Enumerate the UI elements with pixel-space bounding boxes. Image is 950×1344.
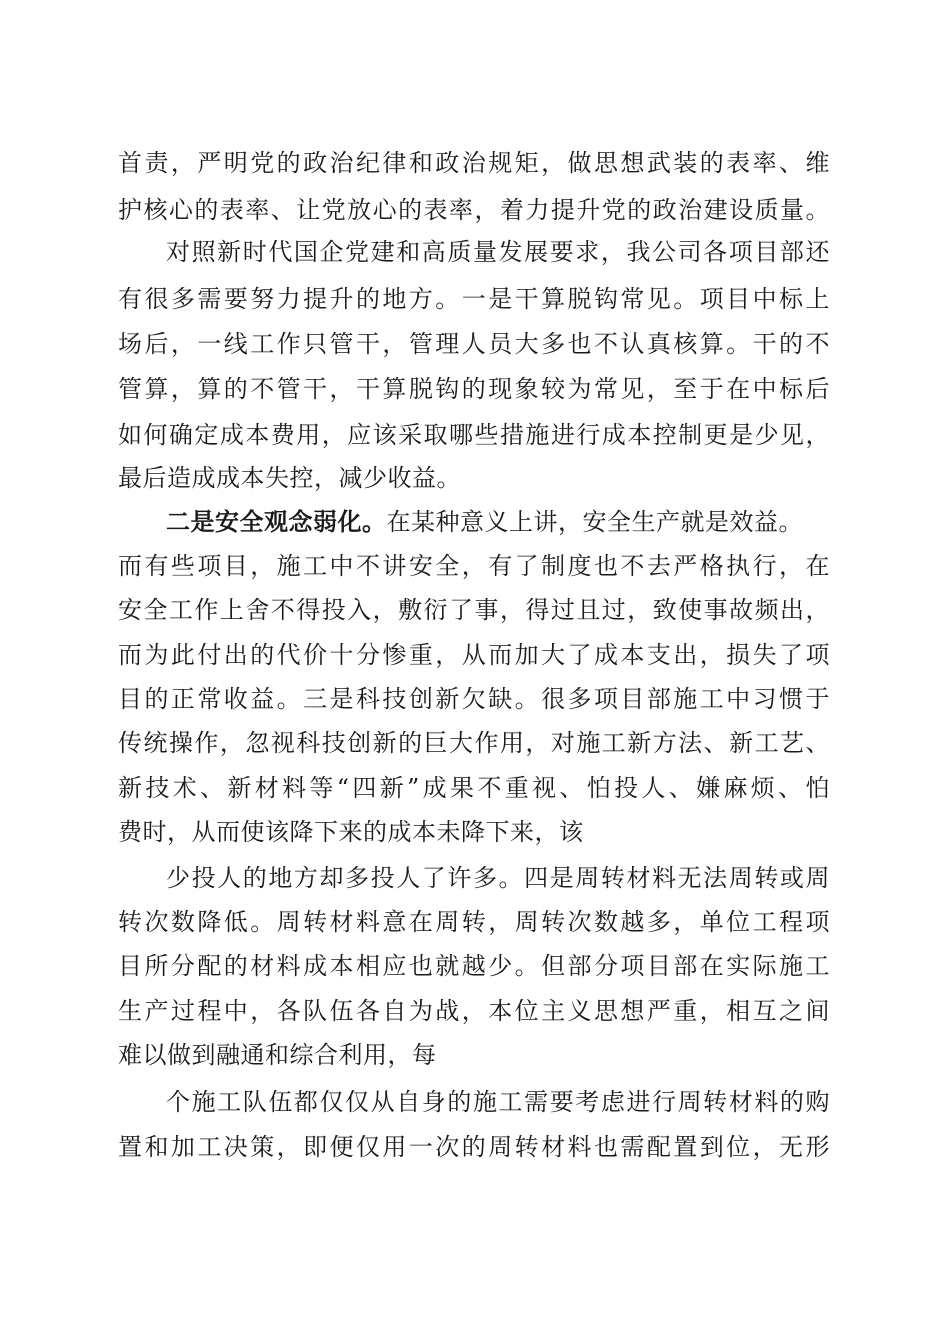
text-line: 难以做到融通和综合利用，每 — [118, 1041, 437, 1069]
text-line: 护核心的表率、让党放心的表率，着力提升党的政治建设质量。 — [118, 196, 830, 224]
text-line: 置和加工决策，即便仅用一次的周转材料也需配置到位，无形 — [118, 1133, 830, 1161]
text-line: 而有些项目，施工中不讲安全，有了制度也不去严格执行，在 — [118, 552, 830, 580]
bold-heading: 二是安全观念弱化。 — [166, 507, 387, 536]
text-line: 个施工队伍都仅仅从自身的施工需要考虑进行周转材料的购 — [166, 1088, 830, 1116]
text-line: 对照新时代国企党建和高质量发展要求，我公司各项目部还 — [166, 238, 830, 266]
text-line: 转次数降低。周转材料意在周转，周转次数越多，单位工程项 — [118, 908, 830, 936]
text-line: 目所分配的材料成本相应也就越少。但部分项目部在实际施工 — [118, 952, 830, 980]
text-line: 传统操作，忽视科技创新的巨大作用，对施工新方法、新工艺、 — [118, 729, 830, 757]
text-line: 生产过程中，各队伍各自为战，本位主义思想严重，相互之间 — [118, 997, 830, 1025]
text-line: 安全工作上舍不得投入，敷衍了事，得过且过，致使事故频出， — [118, 596, 830, 624]
text-line: 管算，算的不管干，干算脱钩的现象较为常见，至于在中标后 — [118, 375, 830, 403]
text-line: 如何确定成本费用，应该采取哪些措施进行成本控制更是少见， — [118, 421, 830, 449]
text-line: 目的正常收益。三是科技创新欠缺。很多项目部施工中习惯于 — [118, 685, 830, 713]
text-line: 有很多需要努力提升的地方。一是干算脱钩常见。项目中标上 — [118, 285, 830, 313]
text-line: 而为此付出的代价十分惨重，从而加大了成本支出，损失了项 — [118, 641, 830, 669]
text-line: 最后造成成本失控，减少收益。 — [118, 464, 461, 492]
text-line: 新技术、新材料等“四新”成果不重视、怕投人、嫌麻烦、怕 — [118, 774, 830, 802]
text-line: 场后，一线工作只管干，管理人员大多也不认真核算。干的不 — [118, 330, 830, 358]
text-line: 少投人的地方却多投人了许多。四是周转材料无法周转或周 — [166, 864, 830, 892]
text-line-with-heading — [166, 502, 830, 542]
text-run: 在某种意义上讲，安全生产就是效益。 — [386, 508, 803, 536]
text-line: 首责，严明党的政治纪律和政治规矩，做思想武装的表率、维 — [118, 149, 830, 177]
text-line: 费时，从而使该降下来的成本未降下来，该 — [118, 818, 584, 846]
